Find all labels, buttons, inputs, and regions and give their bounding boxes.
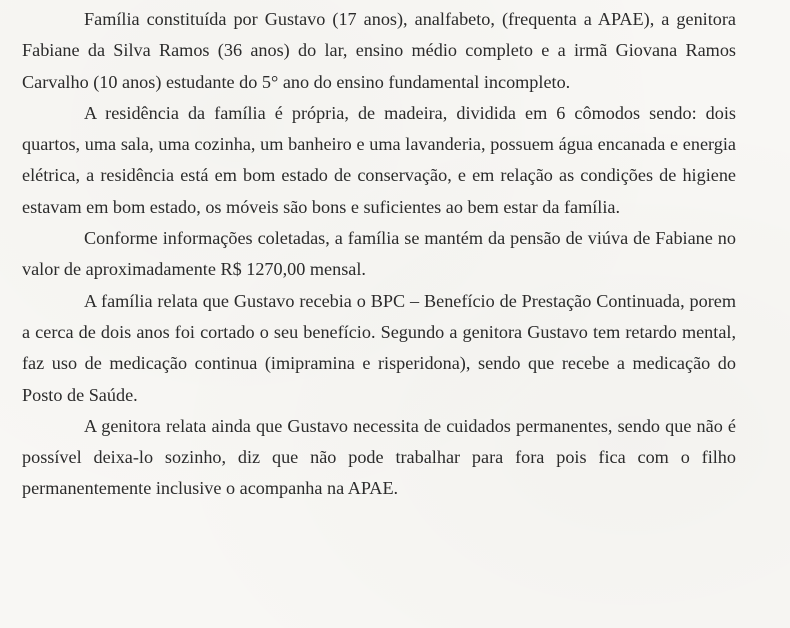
paragraph-family-composition: Família constituída por Gustavo (17 anos), analfabeto, (frequenta a APAE), a genitora Fabiane da Silva Ramos (36 anos) do lar, ensino médio completo e a irmã Giovana Ramos Carvalho (10 anos) estudante do 5° ano do ensino fundamental incompleto. [22, 9, 736, 92]
paragraph-care-needs: A genitora relata ainda que Gustavo necessita de cuidados permanentes, sendo que não é possível deixa-lo sozinho, diz que não pode trabalhar para fora pois fica com o filho permanentemente inclusive o acompanha na APAE. [22, 415, 736, 499]
paragraph-income: Conforme informações coletadas, a família se mantém da pensão de viúva de Fabiane no valor de aproximadamente R$ 1270,00 mensal. [22, 228, 736, 280]
document-body [22, 4, 736, 505]
paragraph-benefit: A família relata que Gustavo recebia o BPC – Benefício de Prestação Continuada, porem a cerca de dois anos foi cortado o seu benefício. Segundo a genitora Gustavo tem retardo mental, faz uso de medicação continua (imipramina e risperidona), sendo que recebe a medicação do Posto de Saúde. [22, 290, 736, 405]
paragraph-residence: A residência da família é própria, de madeira, dividida em 6 cômodos sendo: dois quartos, uma sala, uma cozinha, um banheiro e uma lavanderia, possuem água encanada e energia elétrica, a residência está em bom estado de conservação, e em relação as condições de higiene estavam em bom estado, os móveis são bons e suficientes ao bem estar da família. [22, 102, 736, 217]
